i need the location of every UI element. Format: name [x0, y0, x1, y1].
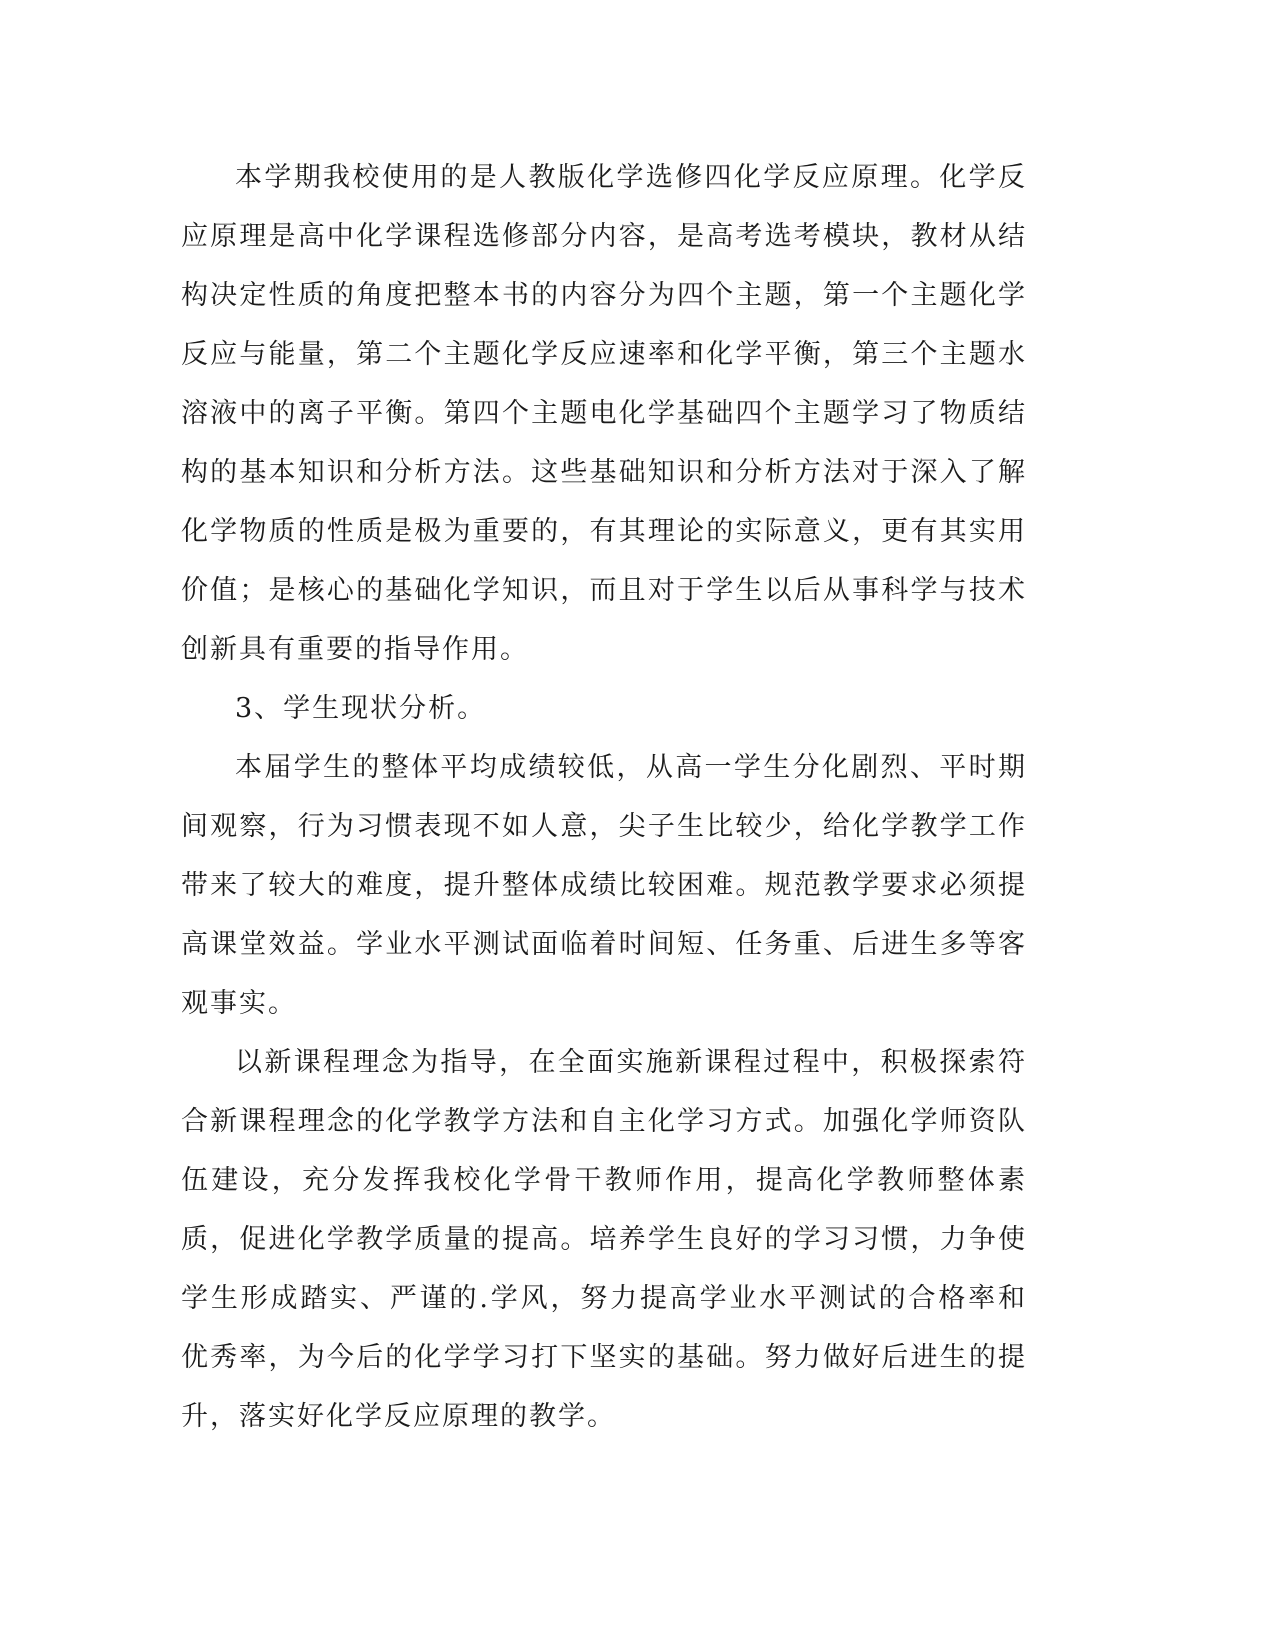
- paragraph-student-status: 本届学生的整体平均成绩较低，从高一学生分化剧烈、平时期间观察，行为习惯表现不如人意，尖子生比较少，给化学教学工作带来了较大的难度，提升整体成绩比较困难。规范教学要求必须提高课堂效益。学业水平测试面临着时间短、任务重、后进生多等客观事实。: [181, 752, 1027, 1019]
- paragraph-textbook-intro: 本学期我校使用的是人教版化学选修四化学反应原理。化学反应原理是高中化学课程选修部分内容，是高考选考模块，教材从结构决定性质的角度把整本书的内容分为四个主题，第一个主题化学反应与能量，第二个主题化学反应速率和化学平衡，第三个主题水溶液中的离子平衡。第四个主题电化学基础四个主题学习了物质结构的基本知识和分析方法。这些基础知识和分析方法对于深入了解化学物质的性质是极为重要的，有其理论的实际意义，更有其实用价值；是核心的基础化学知识，而且对于学生以后从事科学与技术创新具有重要的指导作用。: [181, 162, 1027, 665]
- document-page: [181, 148, 1027, 1446]
- section-heading-student-analysis: 3、学生现状分析。: [235, 693, 487, 724]
- paragraph-teaching-goals: 以新课程理念为指导，在全面实施新课程过程中，积极探索符合新课程理念的化学教学方法和自主化学习方式。加强化学师资队伍建设，充分发挥我校化学骨干教师作用，提高化学教师整体素质，促进化学教学质量的提高。培养学生良好的学习习惯，力争使学生形成踏实、严谨的.学风，努力提高学业水平测试的合格率和优秀率，为今后的化学学习打下坚实的基础。努力做好后进生的提升，落实好化学反应原理的教学。: [181, 1047, 1027, 1432]
